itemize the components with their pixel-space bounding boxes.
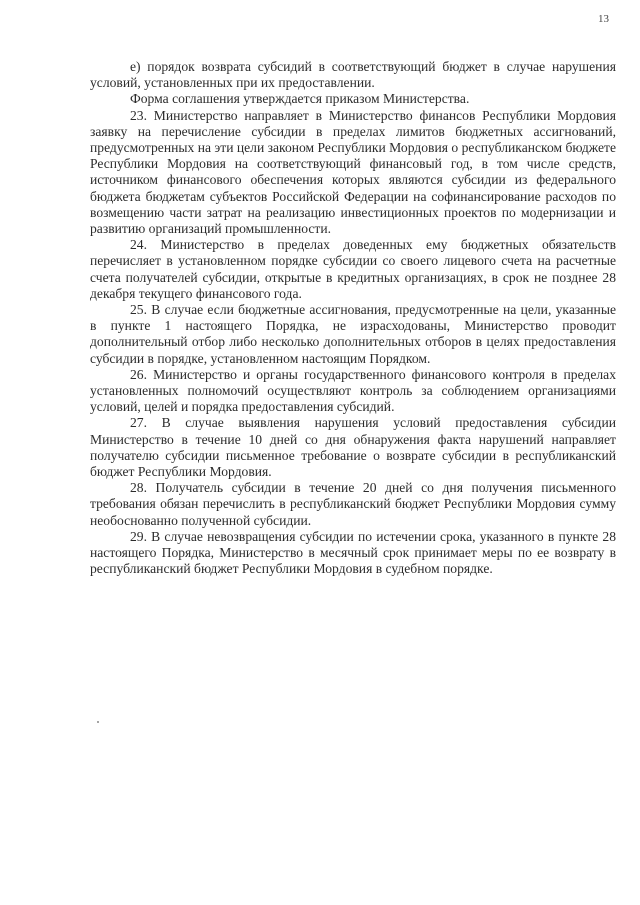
paragraph-26: 26. Министерство и органы государственного финансового контроля в пределах установленных полномочий осуществляют контроль за соблюдением организациями условий, целей и порядка предоставления субсидий.	[90, 366, 616, 415]
document-body	[90, 59, 616, 578]
paragraph-27: 27. В случае выявления нарушения условий предоставления субсидии Министерство в течение 10 дней со дня обнаружения факта нарушений направляет получателю субсидии письменное требование о возврате субсидии в республиканский бюджет Республики Мордовия.	[90, 415, 616, 480]
page-number: 13	[598, 13, 609, 25]
paragraph-29: 29. В случае невозвращения субсидии по истечении срока, указанного в пункте 28 настоящего Порядка, Министерство в месячный срок принимает меры по ее возврату в республиканский бюджет Республики Мордовия в судебном порядке.	[90, 528, 616, 577]
paragraph-24: 24. Министерство в пределах доведенных ему бюджетных обязательств перечисляет в установленном порядке субсидии со своего лицевого счета на расчетные счета получателей субсидии, открытые в кредитных организациях, в срок не позднее 28 декабря текущего финансового года.	[90, 237, 616, 301]
paragraph-28: 28. Получатель субсидии в течение 20 дней со дня получения письменного требования обязан перечислить в республиканский бюджет Республики Мордовия сумму необоснованно полученной субсидии.	[90, 480, 616, 528]
paragraph-25: 25. В случае если бюджетные ассигнования, предусмотренные на цели, указанные в пункте 1 настоящего Порядка, не израсходованы, Министерство проводит дополнительный отбор либо несколько дополнительных отборов в целях предоставления субсидии в порядке, установленном настоящим Порядком.	[90, 302, 616, 366]
paragraph-subitem-e: е) порядок возврата субсидий в соответствующий бюджет в случае нарушения условий, установленных при их предоставлении.	[90, 59, 616, 91]
scan-speck	[97, 721, 99, 723]
paragraph-agreement-form: Форма соглашения утверждается приказом Министерства.	[130, 91, 470, 107]
paragraph-23: 23. Министерство направляет в Министерство финансов Республики Мордовия заявку на перечисление субсидии в пределах лимитов бюджетных ассигнований, предусмотренных на эти цели законом Республики Мордовия о республиканском бюджете Республики Мордовия на соответствующий финансовый год, в том числе средств, источником финансового обеспечения которых являются субсидии из федерального бюджета бюджетам субъектов Российской Федерации на софинансирование расходов по возмещению части затрат на реализацию инвестиционных проектов по модернизации и развитию организаций промышленности.	[90, 107, 617, 237]
